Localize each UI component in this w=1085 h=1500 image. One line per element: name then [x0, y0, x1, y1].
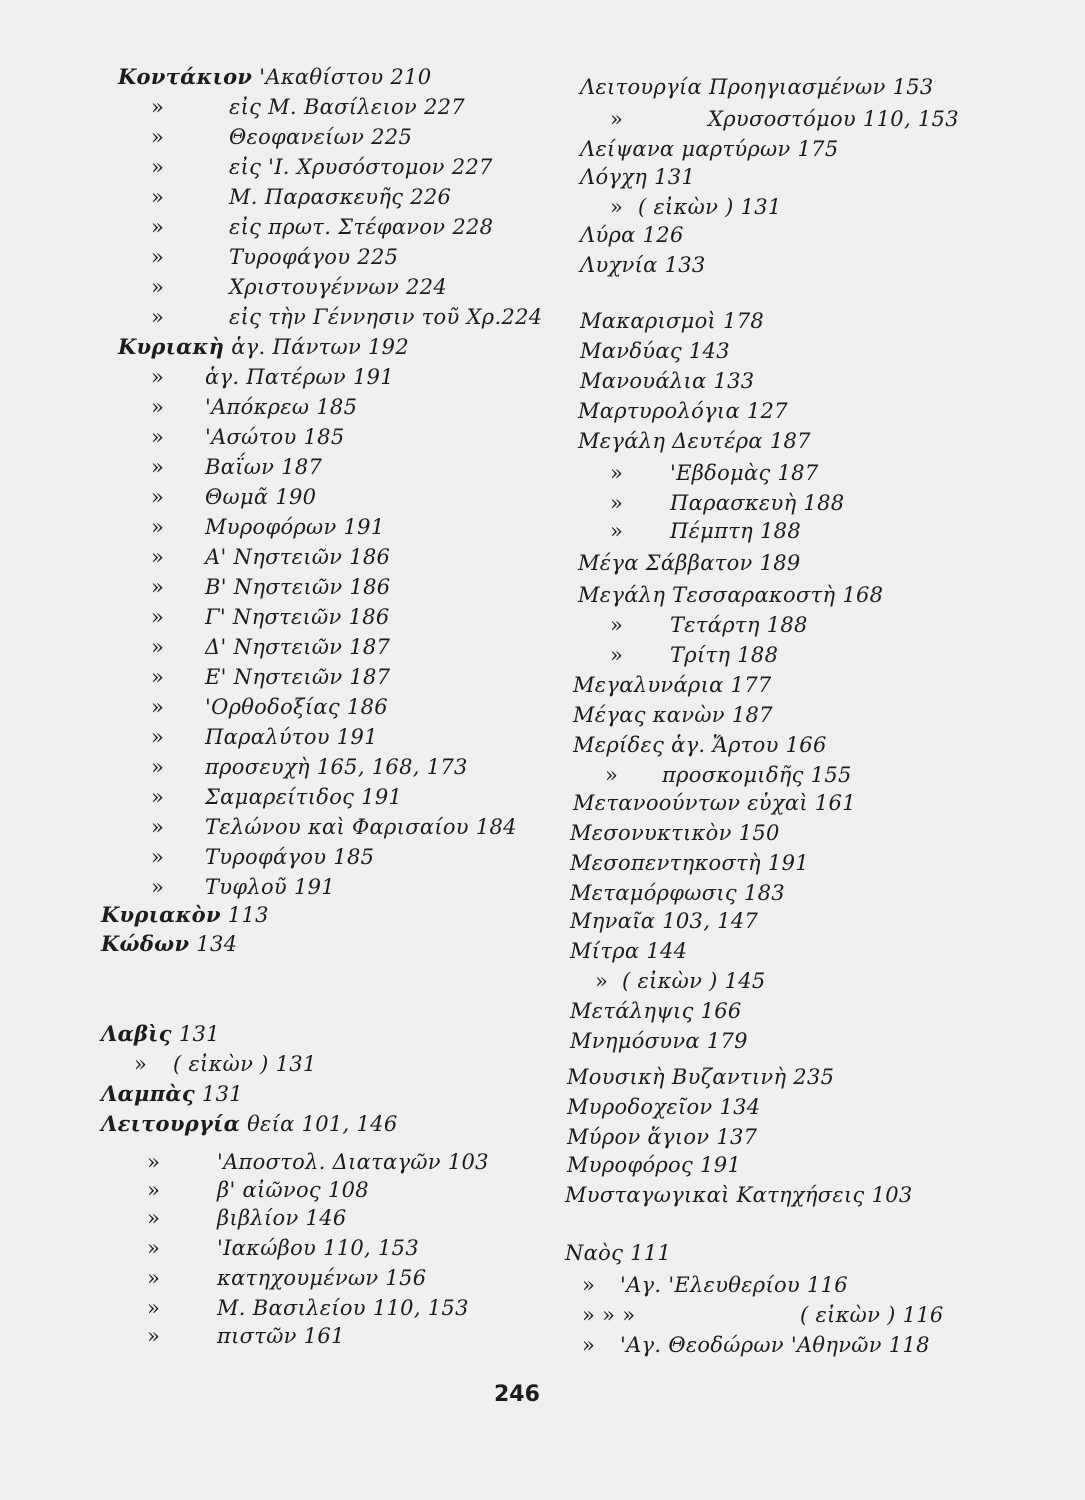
ditto-mark: »	[151, 275, 165, 299]
ditto-mark: »	[134, 1052, 148, 1076]
index-subentry: εἰς 'Ι. Χρυσόστομον 227	[229, 155, 493, 179]
index-entry: Μετανοούντων εὐχαὶ 161	[573, 791, 856, 815]
index-entry: Ναὸς 111	[565, 1241, 672, 1265]
index-subentry: 'Ιακώβου 110, 153	[217, 1236, 419, 1260]
index-subentry: ( εἰκὼν ) 116	[800, 1303, 944, 1327]
ditto-mark: »	[147, 1236, 161, 1260]
index-subentry: 'Ασώτου 185	[205, 425, 345, 449]
ditto-mark: »	[610, 613, 624, 637]
index-subentry: 'Απόκρεω 185	[205, 395, 358, 419]
ditto-mark: »	[147, 1324, 161, 1348]
index-subentry: Τελώνου καὶ Φαρισαίου 184	[205, 815, 517, 839]
ditto-mark: »	[610, 195, 624, 219]
index-subentry: Α' Νηστειῶν 186	[205, 545, 391, 569]
ditto-mark: »	[151, 245, 165, 269]
index-entry: Λαβὶς 131	[101, 1021, 220, 1046]
index-subentry: εἰς Μ. Βασίλειον 227	[229, 95, 465, 119]
ditto-mark: »	[605, 763, 619, 787]
page-number: 246	[494, 1382, 540, 1407]
index-entry: Λειτουργία Προηγιασμένων 153	[580, 75, 934, 99]
index-entry: Μυροφόρος 191	[567, 1153, 742, 1177]
index-subentry: Γ' Νηστειῶν 186	[205, 605, 390, 629]
index-subentry: Παραλύτου 191	[205, 725, 378, 749]
index-entry: Μεσονυκτικὸν 150	[570, 821, 780, 845]
index-entry: Μυροδοχεῖον 134	[567, 1095, 761, 1119]
ditto-mark: » » »	[582, 1303, 636, 1327]
index-entry: Λύρα 126	[580, 223, 684, 247]
index-entry: Μεσοπεντηκοστὴ 191	[570, 851, 809, 875]
index-subentry: πιστῶν 161	[217, 1324, 345, 1348]
index-entry: Μουσικὴ Βυζαντινὴ 235	[567, 1065, 835, 1089]
index-subentry: 'Ορθοδοξίας 186	[205, 695, 388, 719]
index-headword: Κοντάκιον	[118, 64, 253, 89]
index-entry: Μεταμόρφωσις 183	[570, 881, 785, 905]
index-entry: Κοντάκιον 'Ακαθίστου 210	[118, 64, 432, 89]
index-subentry: 'Αποστολ. Διαταγῶν 103	[217, 1150, 489, 1174]
index-subentry: κατηχουμένων 156	[217, 1266, 427, 1290]
index-subentry: Χρυσοστόμου 110, 153	[708, 107, 959, 131]
index-entry: Μεγάλη Δευτέρα 187	[578, 429, 811, 453]
index-subentry: Σαμαρείτιδος 191	[205, 785, 403, 809]
index-subentry: β' αἰῶνος 108	[217, 1178, 369, 1202]
index-entry: Μηναῖα 103, 147	[570, 909, 759, 933]
index-subentry: Τυροφάγου 225	[229, 245, 399, 269]
index-subentry: Τρίτη 188	[670, 643, 779, 667]
index-subentry: ( εἰκὼν ) 145	[622, 969, 766, 993]
index-entry: Μετάληψις 166	[570, 999, 742, 1023]
index-headword: Κυριακὸν	[101, 902, 221, 927]
index-subentry: 'Αγ. 'Ελευθερίου 116	[620, 1273, 848, 1297]
index-subentry: Βαΐων 187	[205, 455, 323, 479]
ditto-mark: »	[610, 461, 624, 485]
ditto-mark: »	[151, 695, 165, 719]
index-entry: Μύρον ἅγιον 137	[567, 1125, 758, 1149]
ditto-mark: »	[151, 485, 165, 509]
index-subentry: Θωμᾶ 190	[205, 485, 317, 509]
index-subentry: Τετάρτη 188	[670, 613, 808, 637]
index-entry: Μέγα Σάββατον 189	[578, 551, 801, 575]
ditto-mark: »	[610, 643, 624, 667]
ditto-mark: »	[582, 1333, 596, 1357]
ditto-mark: »	[151, 305, 165, 329]
ditto-mark: »	[151, 395, 165, 419]
index-entry: Μνημόσυνα 179	[570, 1029, 748, 1053]
ditto-mark: »	[151, 185, 165, 209]
ditto-mark: »	[151, 725, 165, 749]
index-entry: Λόγχη 131	[580, 165, 696, 189]
index-subentry: Μ. Παρασκευῆς 226	[229, 185, 452, 209]
index-subentry: Μ. Βασιλείου 110, 153	[217, 1296, 469, 1320]
index-entry: Λυχνία 133	[580, 253, 706, 277]
index-entry: Μαρτυρολόγια 127	[578, 399, 788, 423]
index-subentry: ἁγ. Πατέρων 191	[205, 365, 394, 389]
ditto-mark: »	[610, 107, 624, 131]
index-subentry: ( εἰκὼν ) 131	[638, 195, 782, 219]
ditto-mark: »	[151, 95, 165, 119]
index-subentry: προσκομιδῆς 155	[662, 763, 852, 787]
ditto-mark: »	[151, 635, 165, 659]
ditto-mark: »	[151, 455, 165, 479]
ditto-mark: »	[147, 1206, 161, 1230]
index-entry: Λείψανα μαρτύρων 175	[580, 137, 839, 161]
ditto-mark: »	[595, 969, 609, 993]
ditto-mark: »	[147, 1178, 161, 1202]
index-entry: Μέγας κανὼν 187	[573, 703, 773, 727]
index-entry: Μερίδες ἁγ. Ἄρτου 166	[573, 733, 827, 757]
ditto-mark: »	[151, 215, 165, 239]
index-subentry: Μυροφόρων 191	[205, 515, 385, 539]
index-entry: Κώδων 134	[101, 931, 238, 956]
index-subentry: βιβλίον 146	[217, 1206, 347, 1230]
ditto-mark: »	[151, 425, 165, 449]
ditto-mark: »	[147, 1150, 161, 1174]
index-subentry: Χριστουγέννων 224	[229, 275, 447, 299]
ditto-mark: »	[151, 575, 165, 599]
ditto-mark: »	[151, 665, 165, 689]
index-headword: Λειτουργία	[101, 1111, 241, 1136]
ditto-mark: »	[151, 605, 165, 629]
index-subentry: προσευχὴ 165, 168, 173	[205, 755, 468, 779]
ditto-mark: »	[610, 491, 624, 515]
index-entry: Μυσταγωγικαὶ Κατηχήσεις 103	[565, 1183, 913, 1207]
ditto-mark: »	[151, 755, 165, 779]
index-entry: Μεγαλυνάρια 177	[573, 673, 772, 697]
ditto-mark: »	[151, 545, 165, 569]
index-subentry: Τυφλοῦ 191	[205, 875, 335, 899]
index-entry: Μίτρα 144	[570, 939, 688, 963]
ditto-mark: »	[582, 1273, 596, 1297]
index-subentry: Θεοφανείων 225	[229, 125, 413, 149]
index-entry: Μακαρισμοὶ 178	[580, 309, 765, 333]
ditto-mark: »	[151, 845, 165, 869]
index-subentry: εἰς πρωτ. Στέφανον 228	[229, 215, 494, 239]
index-entry: Κυριακὸν 113	[101, 902, 269, 927]
index-subentry: Β' Νηστειῶν 186	[205, 575, 391, 599]
index-entry: Μανδύας 143	[580, 339, 730, 363]
ditto-mark: »	[151, 815, 165, 839]
ditto-mark: »	[610, 519, 624, 543]
ditto-mark: »	[151, 785, 165, 809]
ditto-mark: »	[151, 365, 165, 389]
index-subentry: Παρασκευὴ 188	[670, 491, 845, 515]
index-entry: Λαμπὰς 131	[101, 1081, 243, 1106]
index-subentry: 'Εβδομὰς 187	[670, 461, 819, 485]
index-entry: Μεγάλη Τεσσαρακοστὴ 168	[578, 583, 884, 607]
ditto-mark: »	[151, 875, 165, 899]
index-headword: Λαμπὰς	[101, 1081, 195, 1106]
index-subentry: Δ' Νηστειῶν 187	[205, 635, 391, 659]
index-headword: Κυριακὴ	[118, 334, 225, 359]
index-subentry: Ε' Νηστειῶν 187	[205, 665, 391, 689]
ditto-mark: »	[151, 155, 165, 179]
index-headword: Κώδων	[101, 931, 190, 956]
index-subentry: ( εἰκὼν ) 131	[173, 1052, 317, 1076]
index-subentry: εἰς τὴν Γέννησιν τοῦ Χρ.224	[229, 305, 543, 329]
index-subentry: 'Αγ. Θεοδώρων 'Αθηνῶν 118	[620, 1333, 930, 1357]
ditto-mark: »	[151, 125, 165, 149]
ditto-mark: »	[147, 1266, 161, 1290]
index-subentry: Πέμπτη 188	[670, 519, 801, 543]
index-headword: Λαβὶς	[101, 1021, 172, 1046]
index-entry: Μανουάλια 133	[580, 369, 755, 393]
index-entry: Κυριακὴ ἁγ. Πάντων 192	[118, 334, 410, 359]
index-entry: Λειτουργία θεία 101, 146	[101, 1111, 398, 1136]
ditto-mark: »	[151, 515, 165, 539]
ditto-mark: »	[147, 1296, 161, 1320]
index-subentry: Τυροφάγου 185	[205, 845, 375, 869]
